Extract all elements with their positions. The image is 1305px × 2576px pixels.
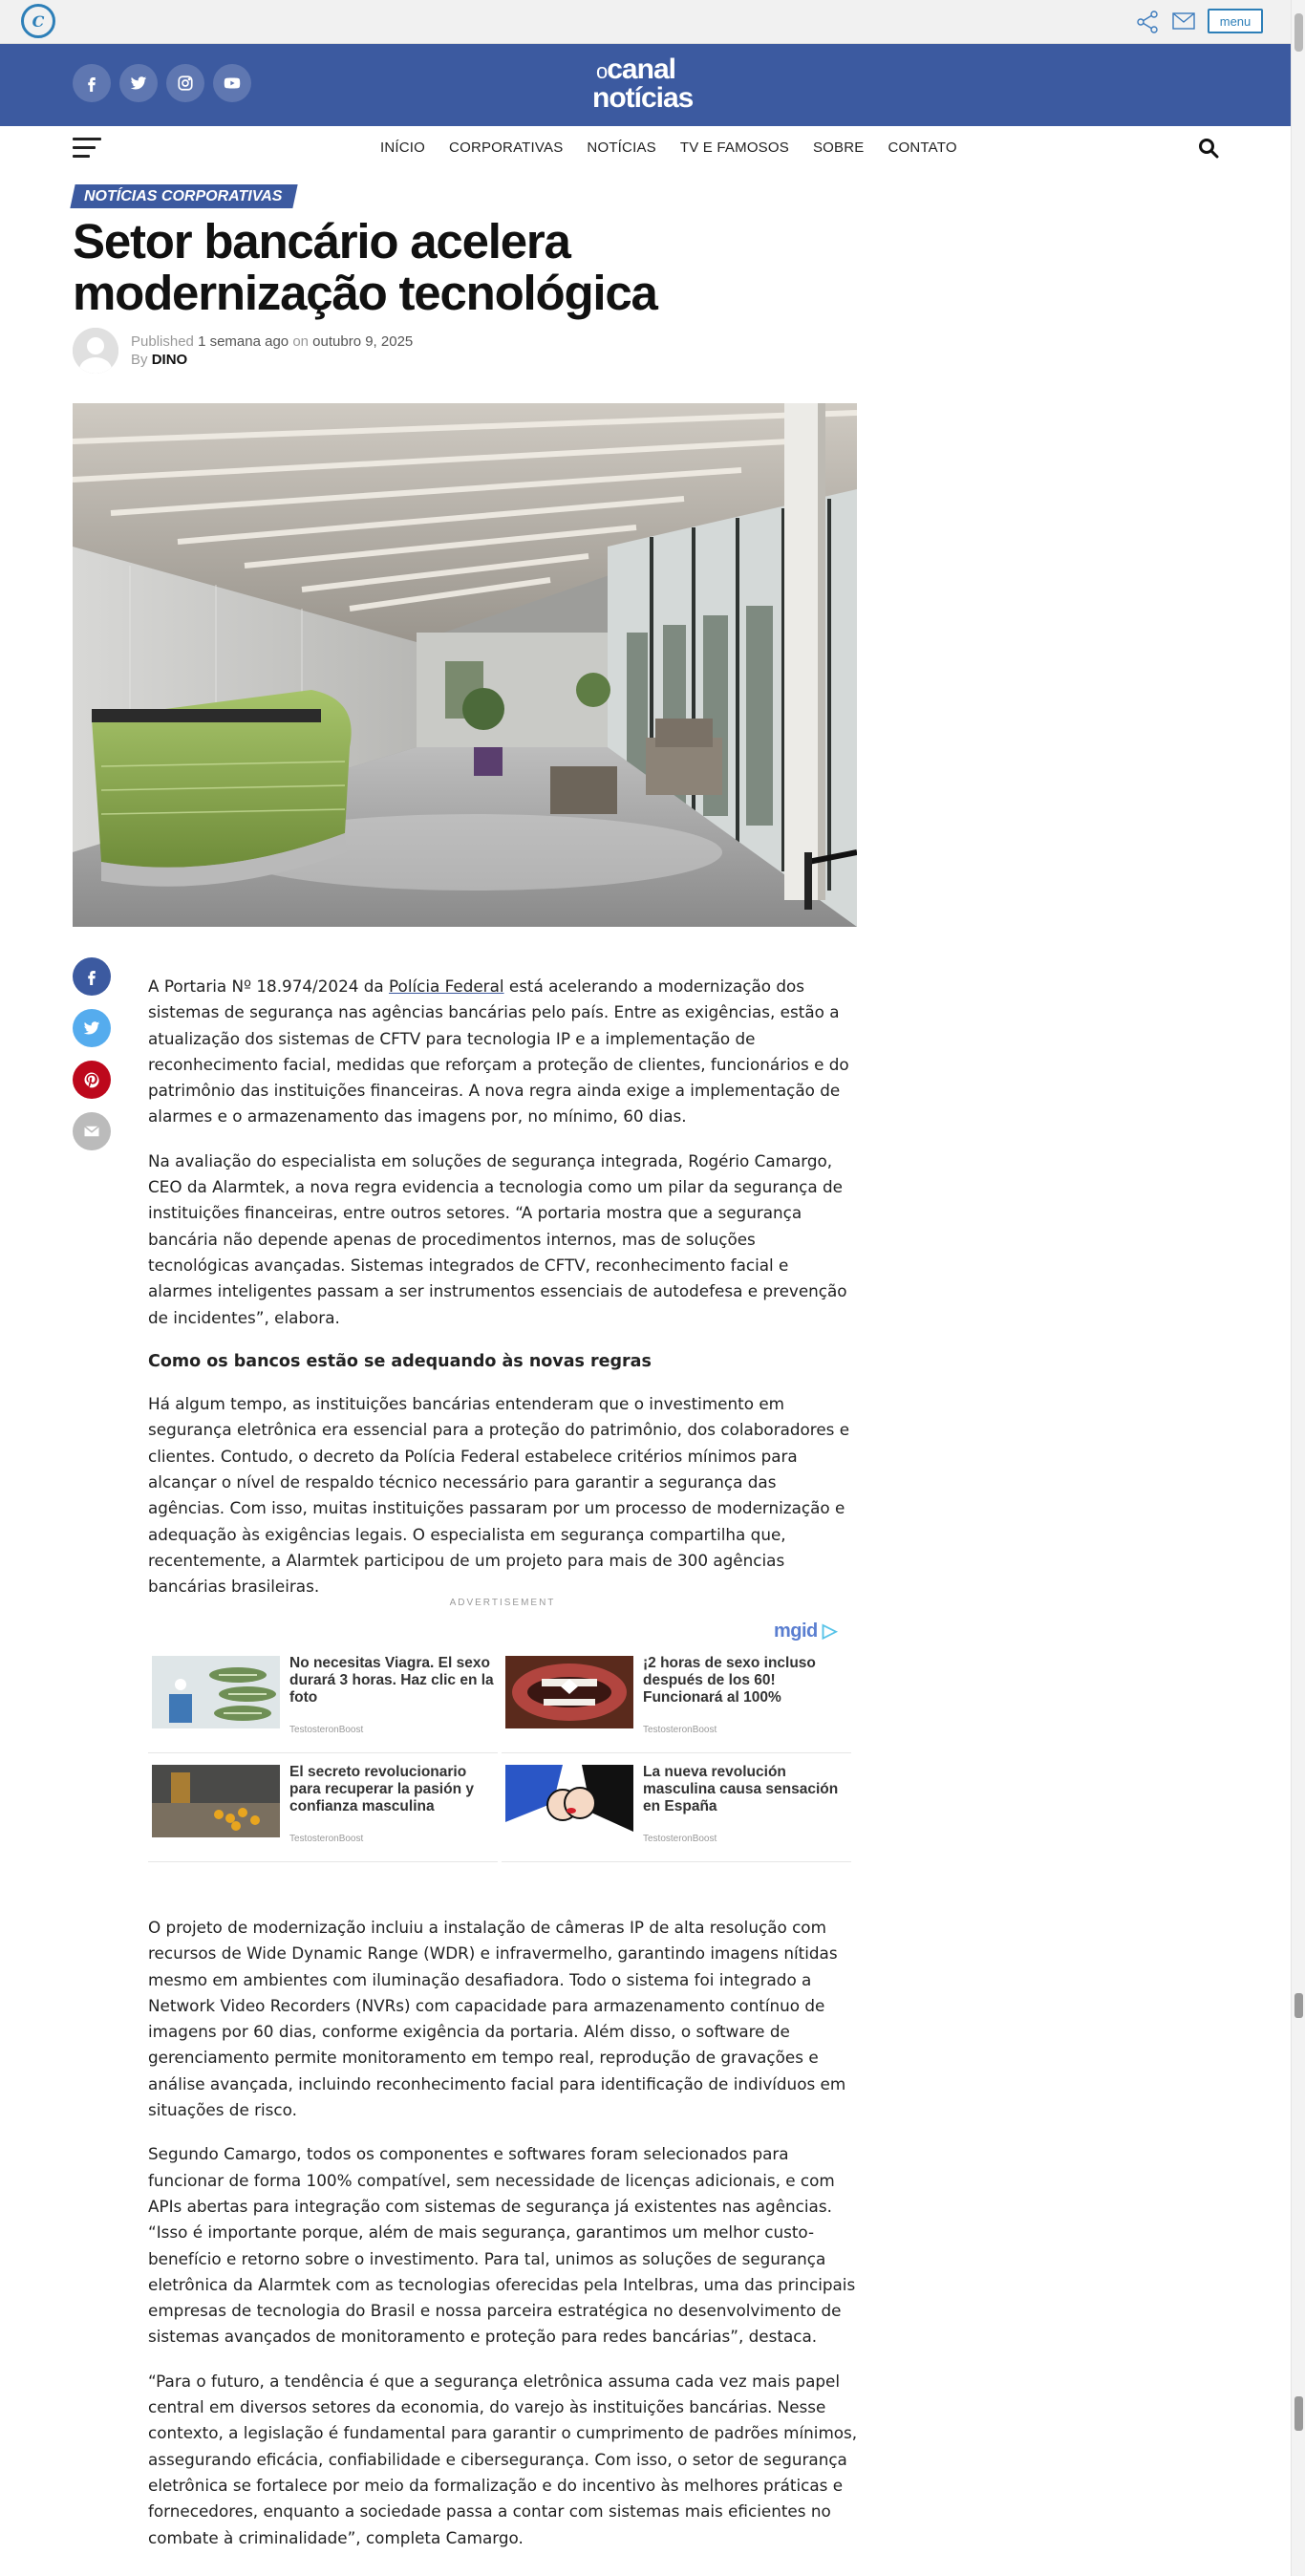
category-badge[interactable]: [70, 184, 298, 208]
paragraph-5: Segundo Camargo, todos os componentes e softwares foram selecionados para funcionar de forma 100% compatível, sem necessidade de licenças adicionais, e com APIs abertas para integração com sistemas de segurança já existentes nas agências. “Isso é importante porque, além de mais segurança, garantimos um melhor custo-benefício e retorno sobre o investimento. Para tal, unimos as soluções de segurança eletrônica da Alarmtek com as tecnologias oferecidas pela Intelbras, uma das principais empresas de tecnologia do Brasil e nossa parceira estratégica no desenvolvimento de sistemas avançados de monitoramento e proteção para redes bancárias”, destaca.: [148, 2144, 856, 2347]
category-label: NOTÍCIAS CORPORATIVAS: [84, 188, 283, 204]
paragraph-3: Há algum tempo, as instituições bancárias entenderam que o investimento em segurança eletrônica era essencial para a proteção do patrimônio, dos colaboradores e clientes. Contudo, o decreto da Polícia Federal estabelece critérios mínimos para alcançar o nível de respaldo técnico necessário para garantir a segurança das agências. Com isso, muitas instituições passaram por um processo de modernização e adequação às exigências legais. O especialista em segurança compartilha que, recentemente, a Alarmtek participou de um projeto para mais de 300 agências bancárias brasileiras.: [148, 1394, 850, 1597]
menu-button[interactable]: menu: [1208, 9, 1263, 33]
share-pinterest-icon[interactable]: [73, 1061, 111, 1099]
section-heading: Como os bancos estão se adequando às novas regras: [148, 1351, 652, 1371]
advertisement-label: ADVERTISEMENT: [449, 1598, 556, 1608]
meta-by: By: [131, 352, 148, 368]
paragraph-4: O projeto de modernização incluiu a instalação de câmeras IP de alta resolução com recursos de Wide Dynamic Range (WDR) e infravermelho, garantindo imagens nítidas mesmo em ambientes com iluminação desafiadora. Todo o sistema foi integrado a Network Video Recorders (NVRs) com capacidade para armazenamento contínuo de imagens por 60 dias, conforme exigência da portaria. Além disso, o software de gerenciamento permite monitoramento em tempo real, reprodução de gravações e análise avançada, incluindo reconhecimento facial para identificação de indivíduos em situações de risco.: [148, 1918, 846, 2120]
hero-image: [73, 403, 857, 927]
scrollbar-marker: [1294, 1993, 1303, 2018]
share-icon[interactable]: [1135, 10, 1160, 34]
nav-links: [380, 140, 981, 156]
nav-item-corporativas[interactable]: CORPORATIVAS: [449, 140, 564, 156]
ad-title[interactable]: El secreto revolucionario para recuperar la pasión y confianza masculina: [289, 1764, 474, 1814]
share-facebook-icon[interactable]: [73, 957, 111, 996]
author-avatar[interactable]: [73, 328, 118, 374]
ad-title[interactable]: No necesitas Viagra. El sexo durará 3 horas. Haz clic en la foto: [289, 1655, 494, 1706]
twitter-icon[interactable]: [119, 64, 158, 102]
facebook-icon[interactable]: [73, 64, 111, 102]
ad-thumbnail[interactable]: [152, 1765, 280, 1837]
scrollbar-thumb[interactable]: [1294, 13, 1303, 52]
article-body: [148, 974, 857, 1619]
meta-ago: 1 semana ago: [198, 333, 289, 350]
ad-title[interactable]: ¡2 horas de sexo incluso después de los 60! Funcionará al 100%: [643, 1655, 816, 1706]
meta-published: Published: [131, 333, 194, 350]
brand-prefix: o: [596, 59, 608, 83]
meta-on: on: [292, 333, 309, 350]
ad-title[interactable]: La nueva revolución masculina causa sensación en España: [643, 1764, 839, 1814]
mgid-text: mgid: [774, 1621, 818, 1642]
hamburger-icon[interactable]: [73, 138, 101, 161]
search-icon[interactable]: [1198, 138, 1219, 159]
brand-line2: notícias: [592, 82, 694, 114]
ad-card[interactable]: [148, 1759, 498, 1862]
paragraph-1: [148, 974, 857, 1130]
paragraph-6: “Para o futuro, a tendência é que a segurança eletrônica assuma cada vez mais papel central em diversos setores da economia, do varejo às instituições bancárias. Nesse contexto, a legislação é fundamental para garantir o cumprimento de padrões mínimos, assegurando eficácia, confiabilidade e cibersegurança. Com isso, o setor de segurança eletrônica se fortalece por meio da formalização e do incentivo às melhores práticas e fornecedores, enquanto a sociedade passa a contar com sistemas mais eficientes no combate à criminalidade”, completa Camargo.: [148, 2371, 858, 2547]
site-brand-logo[interactable]: [592, 55, 699, 115]
main-nav: [0, 126, 1291, 172]
ad-card[interactable]: [502, 1759, 851, 1862]
ad-thumbnail[interactable]: [152, 1656, 280, 1728]
article-title: Setor bancário acelera modernização tecnológica: [73, 214, 657, 320]
share-buttons: [73, 957, 111, 1164]
site-header: [0, 44, 1291, 126]
nav-item-inicio[interactable]: INÍCIO: [380, 140, 426, 156]
share-twitter-icon[interactable]: [73, 1009, 111, 1047]
instagram-icon[interactable]: [166, 64, 204, 102]
p1-before: A Portaria Nº 18.974/2024 da: [148, 977, 390, 996]
ad-thumbnail[interactable]: [505, 1656, 633, 1728]
site-logo-icon[interactable]: [21, 4, 55, 38]
ad-source: TestosteronBoost: [643, 1834, 717, 1844]
author-link[interactable]: DINO: [151, 352, 188, 368]
article-body-continued: [148, 1915, 861, 2569]
policia-federal-link[interactable]: Polícia Federal: [389, 977, 504, 996]
ad-thumbnail[interactable]: [505, 1765, 633, 1837]
page-scrollbar[interactable]: [1291, 0, 1305, 2576]
paragraph-2: Na avaliação do especialista em soluções de segurança integrada, Rogério Camargo, CEO da Alarmtek, a nova regra evidencia a tecnologia como um pilar da segurança de instituições financeiras, entre outros setores. “A portaria mostra que a segurança bancária não depende apenas de procedimentos internos, mas de soluções tecnológicas avançadas. Sistemas integrados de CFTV, reconhecimento facial e alarmes inteligentes passam a ser instrumentos essenciais de autodefesa e prevenção de incidentes”, elabora.: [148, 1150, 847, 1327]
youtube-icon[interactable]: [213, 64, 251, 102]
article-meta: [131, 333, 413, 369]
p1-after: está acelerando a modernização dos sistemas de segurança nas agências bancárias pelo país. Entre as exigências, estão a atualização dos sistemas de CFTV para tecnologia IP e a implementação de reconhecimento facial, medidas que reforçam a proteção de clientes, funcionários e do patrimônio das instituições financeiras. A nova regra ainda exige a implementação de alarmes e o armazenamento das imagens por, no mínimo, 60 dias.: [148, 977, 849, 1127]
ad-source: TestosteronBoost: [289, 1834, 364, 1844]
ad-source: TestosteronBoost: [643, 1725, 717, 1735]
ad-card[interactable]: [148, 1650, 498, 1753]
nav-item-tv-e-famosos[interactable]: TV E FAMOSOS: [679, 140, 789, 156]
share-email-icon[interactable]: [73, 1112, 111, 1150]
mail-icon[interactable]: [1172, 11, 1195, 31]
scrollbar-marker: [1294, 2396, 1303, 2431]
nav-item-noticias[interactable]: NOTÍCIAS: [587, 140, 656, 156]
logo-letter: C: [32, 11, 45, 31]
nav-item-contato[interactable]: CONTATO: [888, 140, 957, 156]
mgid-logo[interactable]: mgid ▷: [774, 1621, 837, 1642]
meta-date: outubro 9, 2025: [312, 333, 414, 350]
ad-card[interactable]: [502, 1650, 851, 1753]
nav-item-sobre[interactable]: SOBRE: [812, 140, 865, 156]
top-bar: [0, 0, 1291, 44]
brand-line1: canal: [607, 54, 675, 85]
ad-source: TestosteronBoost: [289, 1725, 364, 1735]
